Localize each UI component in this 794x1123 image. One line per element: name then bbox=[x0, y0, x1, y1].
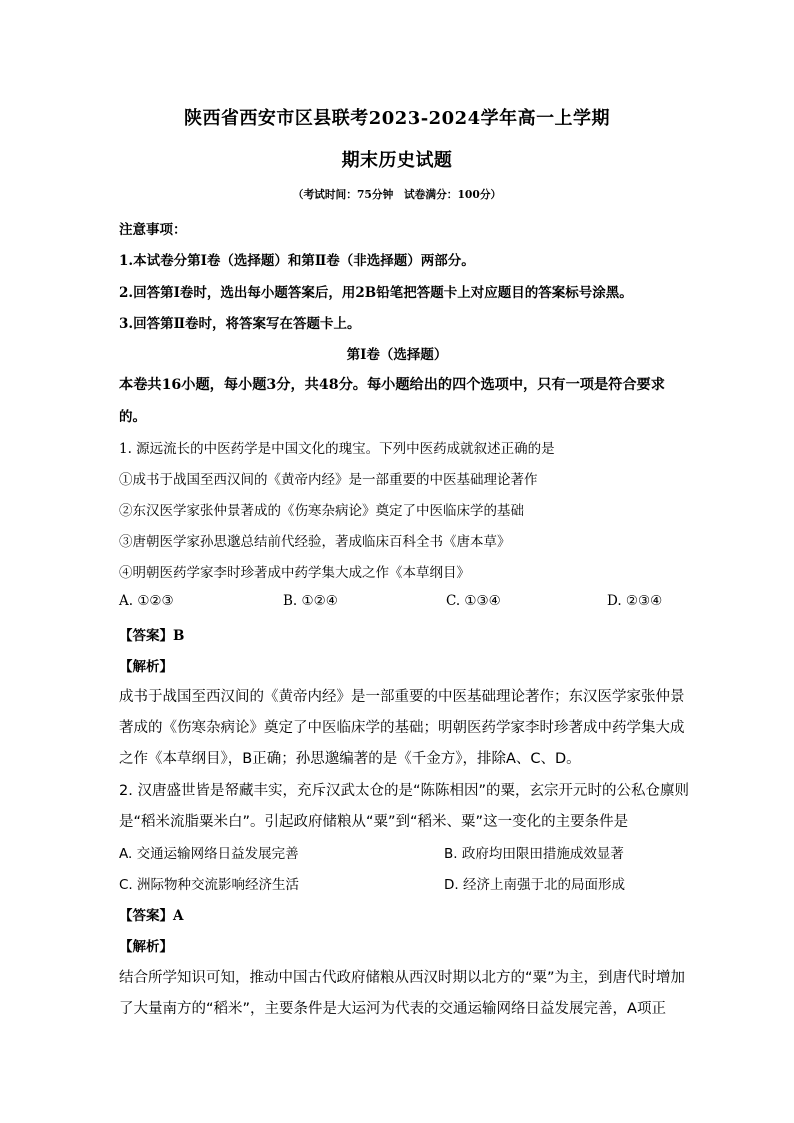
option-d: D. 经济上南强于北的局面形成 bbox=[444, 877, 625, 893]
option-d: D. ②③④ bbox=[607, 593, 663, 609]
page-title: 陕西省西安市区县联考2023-2024学年高一上学期 bbox=[184, 108, 610, 129]
statement-item: ④明朝医药学家李时珍著成中药学集大成之作《本草纲目》 bbox=[119, 565, 470, 581]
statement-item: ①成书于战国至西汉间的《黄帝内经》是一部重要的中医基础理论著作 bbox=[119, 472, 538, 488]
option-b: B. 政府均田限田措施成效显著 bbox=[444, 846, 624, 862]
option-a: A. 交通运输网络日益发展完善 bbox=[119, 846, 299, 862]
note-item: 3.回答第Ⅱ卷时，将答案写在答题卡上。 bbox=[119, 316, 361, 332]
exam-info: （考试时间：75分钟 试卷满分：100分） bbox=[292, 188, 502, 201]
analysis-text: 之作《本草纲目》，B正确；孙思邈编著的是《千金方》，排除A、C、D。 bbox=[119, 751, 581, 767]
section-intro-cont: 的。 bbox=[119, 409, 146, 425]
analysis-heading: 【解析】 bbox=[119, 939, 173, 955]
analysis-text: 成书于战国至西汉间的《黄帝内经》是一部重要的中医基础理论著作；东汉医学家张仲景 bbox=[119, 689, 685, 705]
option-c: C. 洲际物种交流影响经济生活 bbox=[119, 877, 300, 893]
answer-label: 【答案】B bbox=[119, 628, 185, 644]
option-a: A. ①②③ bbox=[119, 593, 174, 609]
note-item: 2.回答第Ⅰ卷时，选出每小题答案后，用2B铅笔把答题卡上对应题目的答案标号涂黑。 bbox=[119, 285, 633, 301]
analysis-text: 结合所学知识可知，推动中国古代政府储粮从西汉时期以北方的“粟”为主，到唐代时增加 bbox=[119, 970, 686, 986]
notes-heading: 注意事项： bbox=[119, 222, 187, 238]
question-stem-cont: 是“稻米流脂粟米白”。引起政府储粮从“粟”到“稻米、粟”这一变化的主要条件是 bbox=[119, 814, 629, 830]
statement-item: ②东汉医学家张仲景著成的《伤寒杂病论》奠定了中医临床学的基础 bbox=[119, 503, 524, 519]
analysis-heading: 【解析】 bbox=[119, 659, 173, 675]
analysis-text: 著成的《伤寒杂病论》奠定了中医临床学的基础；明朝医药学家李时珍著成中药学集大成 bbox=[119, 720, 685, 736]
section-intro: 本卷共16小题，每小题3分，共48分。每小题给出的四个选项中，只有一项是符合要求 bbox=[119, 377, 665, 393]
option-b: B. ①②④ bbox=[283, 593, 338, 609]
section-heading: 第Ⅰ卷（选择题） bbox=[346, 347, 448, 363]
analysis-text: 了大量南方的“稻米”，主要条件是大运河为代表的交通运输网络日益发展完善，A项正 bbox=[119, 1001, 666, 1017]
option-c: C. ①③④ bbox=[446, 593, 501, 609]
page-subtitle: 期末历史试题 bbox=[341, 150, 453, 171]
note-item: 1.本试卷分第Ⅰ卷（选择题）和第Ⅱ卷（非选择题）两部分。 bbox=[119, 253, 475, 269]
answer-label: 【答案】A bbox=[119, 908, 184, 924]
question-stem: 2. 汉唐盛世皆是帑藏丰实，充斥汉武太仓的是“陈陈相因”的粟，玄宗开元时的公私仓廪则 bbox=[119, 783, 689, 799]
statement-item: ③唐朝医学家孙思邈总结前代经验，著成临床百科全书《唐本草》 bbox=[119, 534, 511, 550]
question-stem: 1. 源远流长的中医药学是中国文化的瑰宝。下列中医药成就叙述正确的是 bbox=[119, 441, 555, 457]
